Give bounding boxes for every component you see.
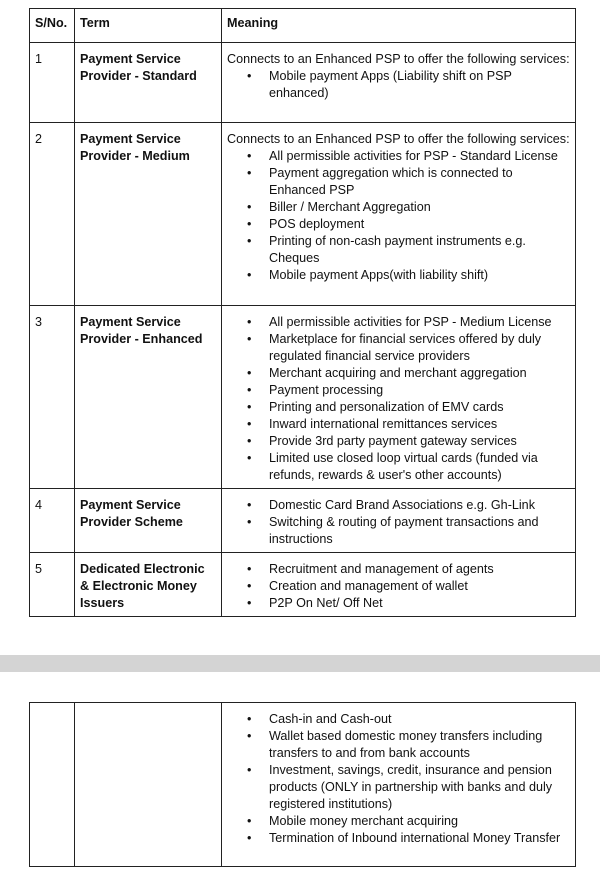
bullet-list xyxy=(227,68,570,102)
row-meaning xyxy=(222,553,576,617)
list-item: • POS deployment xyxy=(269,216,570,233)
table-row xyxy=(30,306,576,489)
meaning-intro: Connects to an Enhanced PSP to offer the following services: xyxy=(227,132,570,146)
table-row xyxy=(30,553,576,617)
page-separator xyxy=(0,655,600,672)
psp-definitions-table-continued xyxy=(29,702,576,867)
row-meaning xyxy=(222,43,576,123)
header-meaning: Meaning xyxy=(222,9,576,43)
list-item: • Switching & routing of payment transactions and instructions xyxy=(269,514,570,548)
row-term: Payment Service Provider - Standard xyxy=(75,43,222,123)
row-number: 3 xyxy=(30,306,75,489)
row-number xyxy=(30,703,75,867)
table-row xyxy=(30,703,576,867)
list-item: • Merchant acquiring and merchant aggregation xyxy=(269,365,570,382)
bullet-list xyxy=(227,314,570,484)
list-item: • P2P On Net/ Off Net xyxy=(269,595,570,612)
row-number: 5 xyxy=(30,553,75,617)
table-row xyxy=(30,489,576,553)
list-item: • Wallet based domestic money transfers including transfers to and from bank accounts xyxy=(269,728,570,762)
row-number: 2 xyxy=(30,123,75,306)
table-row xyxy=(30,43,576,123)
row-term: Dedicated Electronic & Electronic Money Issuers xyxy=(75,553,222,617)
row-term xyxy=(75,703,222,867)
list-item: • Investment, savings, credit, insurance and pension products (ONLY in partnership with banks and duly registered institutions) xyxy=(269,762,570,813)
row-meaning xyxy=(222,306,576,489)
bullet-list xyxy=(227,711,570,847)
row-meaning xyxy=(222,123,576,306)
list-item: • Biller / Merchant Aggregation xyxy=(269,199,570,216)
list-item: • Mobile payment Apps (Liability shift on PSP enhanced) xyxy=(269,68,570,102)
list-item: • Printing of non-cash payment instruments e.g. Cheques xyxy=(269,233,570,267)
meaning-intro: Connects to an Enhanced PSP to offer the following services: xyxy=(227,52,570,66)
row-number: 4 xyxy=(30,489,75,553)
list-item: • Recruitment and management of agents xyxy=(269,561,570,578)
row-meaning xyxy=(222,703,576,867)
list-item: • Printing and personalization of EMV cards xyxy=(269,399,570,416)
list-item: • Mobile payment Apps(with liability shift) xyxy=(269,267,570,284)
table-header-row xyxy=(30,9,576,43)
list-item: • All permissible activities for PSP - Standard License xyxy=(269,148,570,165)
header-sno: S/No. xyxy=(30,9,75,43)
list-item: • Inward international remittances services xyxy=(269,416,570,433)
list-item: • Cash-in and Cash-out xyxy=(269,711,570,728)
list-item: • Marketplace for financial services offered by duly regulated financial service providers xyxy=(269,331,570,365)
document-page-2 xyxy=(0,672,600,876)
header-term: Term xyxy=(75,9,222,43)
row-term: Payment Service Provider - Enhanced xyxy=(75,306,222,489)
table-row xyxy=(30,123,576,306)
row-meaning xyxy=(222,489,576,553)
psp-definitions-table xyxy=(29,8,576,617)
list-item: • Payment aggregation which is connected to Enhanced PSP xyxy=(269,165,570,199)
row-term: Payment Service Provider Scheme xyxy=(75,489,222,553)
list-item: • Creation and management of wallet xyxy=(269,578,570,595)
bullet-list xyxy=(227,148,570,284)
list-item: • Payment processing xyxy=(269,382,570,399)
list-item: • Domestic Card Brand Associations e.g. Gh-Link xyxy=(269,497,570,514)
row-number: 1 xyxy=(30,43,75,123)
row-term: Payment Service Provider - Medium xyxy=(75,123,222,306)
list-item: • Mobile money merchant acquiring xyxy=(269,813,570,830)
list-item: • Provide 3rd party payment gateway services xyxy=(269,433,570,450)
list-item: • All permissible activities for PSP - Medium License xyxy=(269,314,570,331)
bullet-list xyxy=(227,561,570,612)
bullet-list xyxy=(227,497,570,548)
list-item: • Termination of Inbound international Money Transfer xyxy=(269,830,570,847)
list-item: • Limited use closed loop virtual cards (funded via refunds, rewards & user's other accounts) xyxy=(269,450,570,484)
